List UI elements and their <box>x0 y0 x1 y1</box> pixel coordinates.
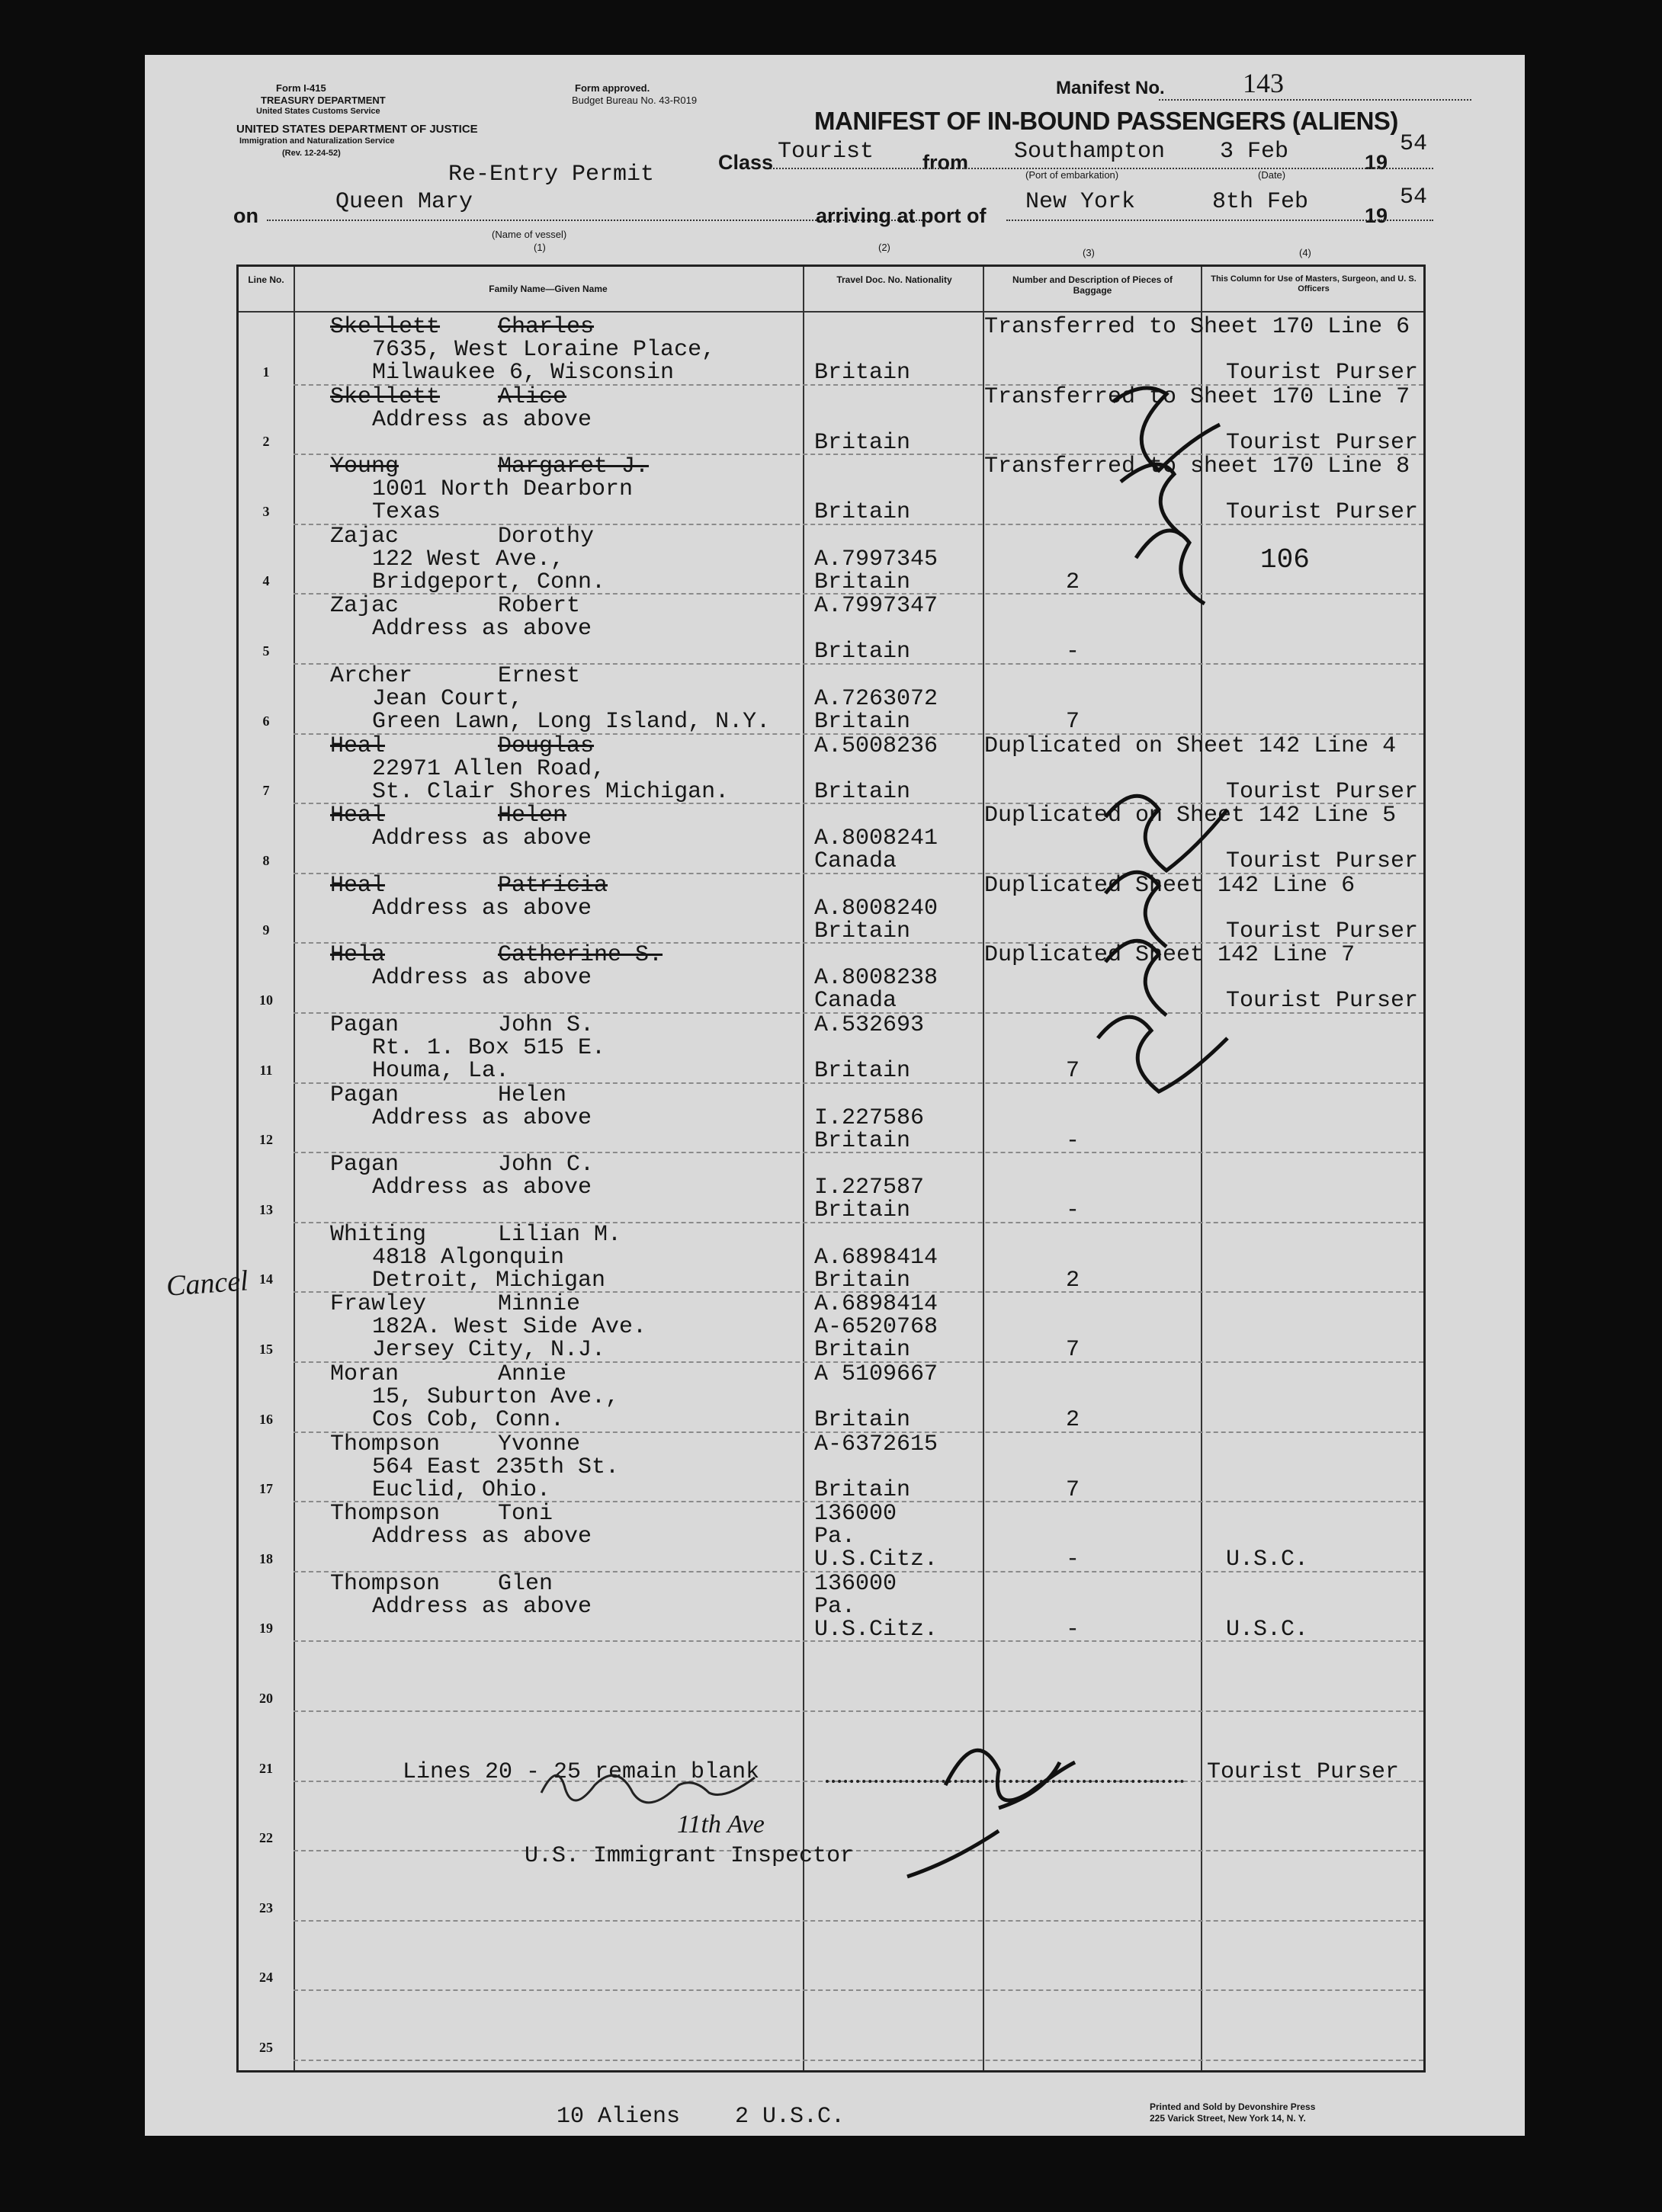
baggage-count: 7 <box>1066 1058 1080 1084</box>
address-line: Milwaukee 6, Wisconsin <box>372 360 675 386</box>
officer-note: Tourist Purser <box>1226 988 1419 1015</box>
address-line: 122 West Ave., <box>372 546 565 572</box>
travel-doc: Britain <box>814 1197 911 1224</box>
address-line: Rt. 1. Box 515 E. <box>372 1035 606 1061</box>
ins-service: Immigration and Naturalization Service <box>239 136 395 146</box>
col-divider <box>983 267 984 2070</box>
address-line: Address as above <box>372 965 592 992</box>
line-number: 10 <box>259 992 273 1008</box>
address-line: St. Clair Shores Michigan. <box>372 778 730 805</box>
blank-lines-purser: Tourist Purser <box>1207 1759 1400 1785</box>
travel-doc: I.227586 <box>814 1104 925 1131</box>
arrival-date: 8th Feb <box>1212 189 1309 215</box>
col-divider <box>803 267 804 2070</box>
address-line: 7635, West Loraine Place, <box>372 337 716 363</box>
baggage-count: - <box>1066 1197 1080 1224</box>
travel-doc: Britain <box>814 569 911 595</box>
officer-note: U.S.C. <box>1226 1616 1309 1643</box>
given-name: John S. <box>498 1012 595 1038</box>
address-line: Jersey City, N.J. <box>372 1337 606 1364</box>
given-name: Charles <box>498 314 595 340</box>
address-line: Address as above <box>372 406 592 433</box>
travel-doc: Britain <box>814 360 911 386</box>
travel-doc: A-6372615 <box>814 1431 938 1457</box>
address-line: Address as above <box>372 1104 592 1131</box>
family-name: Heal <box>330 803 386 829</box>
address-line: Jean Court, <box>372 686 524 712</box>
margin-handwriting: Cancel <box>165 1265 249 1303</box>
manifest-sheet <box>145 55 1525 2136</box>
family-name: Frawley <box>330 1291 427 1318</box>
justice-dept: UNITED STATES DEPARTMENT OF JUSTICE <box>236 123 478 136</box>
officer-note: Duplicated Sheet 142 Line 7 <box>984 942 1356 969</box>
col3-num: (3) <box>1083 247 1095 258</box>
line-number: 20 <box>259 1691 273 1706</box>
arrival-year: 54 <box>1400 184 1428 210</box>
inspector-caption: U.S. Immigrant Inspector <box>525 1843 855 1869</box>
line-number: 15 <box>259 1342 273 1357</box>
given-name: John C. <box>498 1152 595 1178</box>
row-rule <box>294 1989 1423 1991</box>
given-name: Dorothy <box>498 523 595 550</box>
baggage-count: 2 <box>1066 1407 1080 1433</box>
travel-doc: Pa. <box>814 1593 856 1620</box>
line-number: 11 <box>259 1062 273 1078</box>
family-name: Pagan <box>330 1152 399 1178</box>
embark-year-prefix: 19 <box>1365 151 1388 174</box>
blank-lines-note: Lines 20 - 25 remain blank <box>403 1759 760 1785</box>
officer-note: Tourist Purser <box>1226 778 1419 805</box>
family-name: Hela <box>330 942 386 969</box>
travel-doc: Canada <box>814 988 897 1015</box>
line-number: 17 <box>259 1481 273 1497</box>
embark-date: 3 Feb <box>1220 139 1289 165</box>
baggage-count: 7 <box>1066 1476 1080 1503</box>
col1-num: (1) <box>534 242 546 253</box>
address-line: Address as above <box>372 616 592 643</box>
family-name: Young <box>330 454 399 480</box>
given-name: Minnie <box>498 1291 581 1318</box>
travel-doc: Britain <box>814 1476 911 1503</box>
given-name: Toni <box>498 1501 553 1528</box>
address-line: Detroit, Michigan <box>372 1267 606 1294</box>
given-name: Helen <box>498 803 567 829</box>
inspector-handwriting: 11th Ave <box>677 1810 765 1839</box>
given-name: Ernest <box>498 663 581 689</box>
travel-doc: Britain <box>814 1337 911 1364</box>
baggage-count: - <box>1066 1127 1080 1154</box>
given-name: Lilian M. <box>498 1221 622 1248</box>
revision: (Rev. 12-24-52) <box>282 149 341 158</box>
header-name: Family Name—Given Name <box>489 284 608 294</box>
travel-doc: A.8008241 <box>814 825 938 852</box>
officer-note: Tourist Purser <box>1226 848 1419 875</box>
line-number: 22 <box>259 1830 273 1846</box>
line-number: 19 <box>259 1621 273 1637</box>
on-label: on <box>233 204 258 227</box>
travel-doc: Britain <box>814 1267 911 1294</box>
date-caption: (Date) <box>1258 169 1286 181</box>
line-number: 5 <box>262 643 270 659</box>
family-name: Heal <box>330 872 386 899</box>
family-name: Thompson <box>330 1431 441 1457</box>
family-name: Thompson <box>330 1570 441 1597</box>
class-label: Class <box>718 151 774 174</box>
line-number: 9 <box>262 922 270 938</box>
line-number: 25 <box>259 2040 273 2055</box>
family-name: Skellett <box>330 314 441 340</box>
baggage-count: - <box>1066 639 1080 665</box>
address-line: Houma, La. <box>372 1058 510 1084</box>
address-line: 15, Suburton Ave., <box>372 1384 620 1410</box>
manifest-no-rule <box>1159 99 1471 101</box>
line-number: 14 <box>259 1271 273 1287</box>
address-line: 4818 Algonquin <box>372 1244 565 1271</box>
from-label: from <box>922 151 968 174</box>
address-line: 1001 North Dearborn <box>372 476 634 503</box>
officer-note: Tourist Purser <box>1226 429 1419 456</box>
line-number: 23 <box>259 1899 273 1915</box>
baggage-count: - <box>1066 1616 1080 1643</box>
line-number: 2 <box>262 434 270 450</box>
travel-doc: Britain <box>814 778 911 805</box>
travel-doc: A 5109667 <box>814 1361 938 1387</box>
header-travel-doc: Travel Doc. No. Nationality <box>836 274 952 285</box>
treasury-dept: TREASURY DEPARTMENT <box>261 95 386 106</box>
travel-doc: A.6898414 <box>814 1244 938 1271</box>
port-embark-caption: (Port of embarkation) <box>1025 169 1119 181</box>
line-number: 24 <box>259 1970 273 1986</box>
travel-doc: A.6898414 <box>814 1291 938 1318</box>
manifest-no-label: Manifest No. <box>1056 78 1165 98</box>
row-rule <box>294 1710 1423 1712</box>
given-name: Helen <box>498 1082 567 1108</box>
line-number: 18 <box>259 1550 273 1566</box>
line-number: 13 <box>259 1201 273 1217</box>
travel-doc: A.7997347 <box>814 593 938 620</box>
header-baggage: Number and Description of Pieces of Baggage <box>1012 274 1173 296</box>
line-number: 4 <box>262 573 270 589</box>
given-name: Douglas <box>498 733 595 759</box>
family-name: Skellett <box>330 383 441 410</box>
travel-doc: A.7997345 <box>814 546 938 572</box>
header-officers: This Column for Use of Masters, Surgeon, and U. S. Officers <box>1211 274 1417 293</box>
address-line: Euclid, Ohio. <box>372 1476 551 1503</box>
travel-doc: A.5008236 <box>814 733 938 759</box>
baggage-count: 2 <box>1066 1267 1080 1294</box>
travel-doc: Canada <box>814 848 897 875</box>
line-number: 6 <box>262 713 270 729</box>
travel-doc: A.8008238 <box>814 965 938 992</box>
family-name: Moran <box>330 1361 399 1387</box>
line-number: 16 <box>259 1411 273 1427</box>
given-name: Margaret J. <box>498 454 650 480</box>
row-rule <box>294 1920 1423 1922</box>
given-name: Yvonne <box>498 1431 581 1457</box>
given-name: Robert <box>498 593 581 620</box>
given-name: Alice <box>498 383 567 410</box>
officer-note: Tourist Purser <box>1226 499 1419 526</box>
manifest-table <box>236 264 1426 2073</box>
line-number: 1 <box>262 364 270 380</box>
travel-doc: Britain <box>814 1058 911 1084</box>
port-embarkation: Southampton <box>1014 139 1166 165</box>
row-rule <box>294 1850 1423 1851</box>
travel-doc: 136000 <box>814 1570 897 1597</box>
col2-num: (2) <box>878 242 890 253</box>
travel-doc: Pa. <box>814 1524 856 1550</box>
officer-note: Duplicated on Sheet 142 Line 5 <box>984 803 1397 829</box>
printer-line-1: Printed and Sold by Devonshire Press <box>1150 2101 1316 2112</box>
travel-doc: A.532693 <box>814 1012 925 1038</box>
given-name: Catherine S. <box>498 942 663 969</box>
officer-note: Duplicated on Sheet 142 Line 4 <box>984 733 1397 759</box>
manifest-no: 143 <box>1243 68 1284 98</box>
officer-note: Tourist Purser <box>1226 918 1419 944</box>
header-rule <box>239 311 1423 313</box>
officer-note: 106 <box>1260 543 1310 575</box>
address-line: Address as above <box>372 1593 592 1620</box>
form-approved: Form approved. <box>575 82 650 94</box>
vessel-name: Queen Mary <box>335 189 473 215</box>
arrival-rule <box>1006 220 1433 221</box>
address-line: 22971 Allen Road, <box>372 755 606 782</box>
family-name: Thompson <box>330 1501 441 1528</box>
baggage-count: 7 <box>1066 1337 1080 1364</box>
address-line: Green Lawn, Long Island, N.Y. <box>372 709 771 735</box>
travel-doc: Britain <box>814 918 911 944</box>
travel-doc: U.S.Citz. <box>814 1616 938 1643</box>
address-line: Address as above <box>372 1524 592 1550</box>
travel-doc: 136000 <box>814 1501 897 1528</box>
family-name: Pagan <box>330 1012 399 1038</box>
row-rule <box>294 2060 1423 2061</box>
address-line: Bridgeport, Conn. <box>372 569 606 595</box>
officer-note: Duplicated Sheet 142 Line 6 <box>984 872 1356 899</box>
line-number: 12 <box>259 1132 273 1148</box>
travel-doc: Britain <box>814 429 911 456</box>
class-rule <box>770 168 1433 169</box>
travel-doc: Britain <box>814 499 911 526</box>
col4-num: (4) <box>1299 247 1311 258</box>
travel-doc: Britain <box>814 639 911 665</box>
address-line: Cos Cob, Conn. <box>372 1407 565 1433</box>
customs-service: United States Customs Service <box>256 107 380 116</box>
manifest-title: MANIFEST OF IN-BOUND PASSENGERS (ALIENS) <box>814 107 1398 135</box>
line-number: 8 <box>262 852 270 868</box>
officer-note: Transferred to Sheet 170 Line 6 <box>984 314 1410 340</box>
given-name: Patricia <box>498 872 608 899</box>
given-name: Glen <box>498 1570 553 1597</box>
line-number: 21 <box>259 1760 273 1776</box>
family-name: Archer <box>330 663 413 689</box>
officer-note: Tourist Purser <box>1226 360 1419 386</box>
baggage-count: 2 <box>1066 569 1080 595</box>
footer-totals: 10 Aliens 2 U.S.C. <box>557 2104 845 2130</box>
class-value: Tourist <box>778 139 874 165</box>
address-line: 182A. West Side Ave. <box>372 1314 647 1341</box>
address-line: 564 East 235th St. <box>372 1454 620 1480</box>
line-number: 7 <box>262 783 270 799</box>
address-line: Texas <box>372 499 441 526</box>
baggage-count: - <box>1066 1547 1080 1573</box>
header-line-no: Line No. <box>248 274 284 285</box>
printer-line-2: 225 Varick Street, New York 14, N. Y. <box>1150 2113 1306 2124</box>
blank-lines-dots <box>826 1780 1184 1783</box>
form-number: Form I-415 <box>276 82 326 94</box>
officer-note: Transferred to sheet 170 Line 8 <box>984 454 1410 480</box>
address-line: Address as above <box>372 895 592 922</box>
arrival-year-prefix: 19 <box>1365 204 1388 227</box>
travel-doc: I.227587 <box>814 1175 925 1201</box>
given-name: Annie <box>498 1361 567 1387</box>
travel-doc: Britain <box>814 709 911 735</box>
family-name: Pagan <box>330 1082 399 1108</box>
arrival-port: New York <box>1025 189 1136 215</box>
travel-doc: A.8008240 <box>814 895 938 922</box>
budget-bureau: Budget Bureau No. 43-R019 <box>572 95 698 106</box>
family-name: Zajac <box>330 523 399 550</box>
col-divider <box>294 267 295 2070</box>
family-name: Zajac <box>330 593 399 620</box>
baggage-count: 7 <box>1066 709 1080 735</box>
officer-note: Transferred to Sheet 170 Line 7 <box>984 383 1410 410</box>
reentry-permit: Re-Entry Permit <box>448 162 655 188</box>
col-divider <box>1201 267 1202 2070</box>
travel-doc: Britain <box>814 1127 911 1154</box>
travel-doc: U.S.Citz. <box>814 1547 938 1573</box>
travel-doc: Britain <box>814 1407 911 1433</box>
family-name: Heal <box>330 733 386 759</box>
address-line: Address as above <box>372 825 592 852</box>
vessel-caption: (Name of vessel) <box>492 229 567 240</box>
line-number: 3 <box>262 503 270 519</box>
officer-note: U.S.C. <box>1226 1547 1309 1573</box>
family-name: Whiting <box>330 1221 427 1248</box>
address-line: Address as above <box>372 1175 592 1201</box>
travel-doc: A-6520768 <box>814 1314 938 1341</box>
travel-doc: A.7263072 <box>814 686 938 712</box>
arriving-label: arriving at port of <box>816 204 987 227</box>
embark-year: 54 <box>1400 131 1428 157</box>
